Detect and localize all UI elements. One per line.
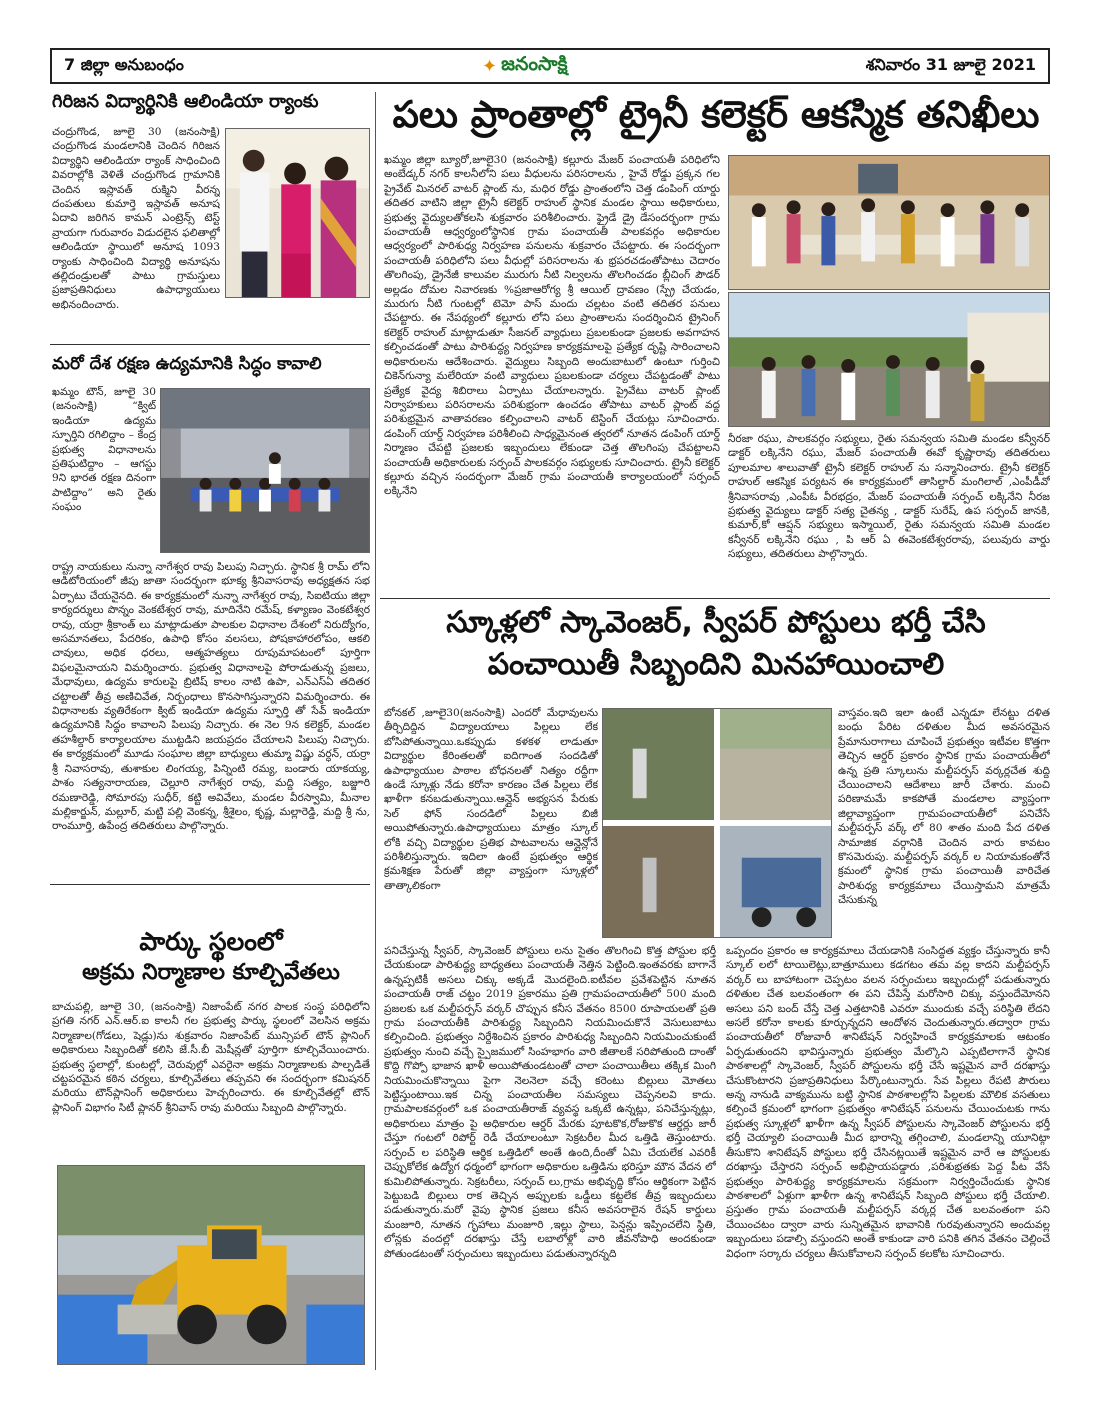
- tribal-body-text: చంద్రుగొండ, జూలై 30 (జనంసాక్షి) చంద్రుగొండ మండలానికి చెందిన గిరిజన విద్యార్థిని ఆలిండియా ర్యాంక్ సాధించింది వివరాల్లోకి వెళితే చంద్రుగొండ గ్రామానికి చెందిన ఇస్లావత్ రుక్మిని వీరన్న దంపతులు కుమార్తె ఇస్లావత్ అనూష ఏదావి జరిగిన కామన్ ఎంట్రెన్స్ టెస్ట్ వ్రాయగా గురువారం విడుదలైన ఫలితాల్లో ఆలిండియా స్థాయిలో అనూష 1093 ర్యాంకు సాధించింది విద్యార్థి అనూషను తల్లిదండ్రులతో పాటు గ్రామస్తులు ప్రజాప్రతినిధులు ఉపాధ్యాయులు అభినందించారు.: [52, 126, 220, 311]
- quit-india-body-text: రాష్ట్ర నాయకులు నున్నా నాగేశ్వర రావు పిలుపు నిచ్చారు. స్థానిక శ్రీ రామ్ లోని ఆడిటోరియంలో జీపు జాతా సందర్భంగా భూక్య శ్రీనివాసరావు అధ్యక్షతన సభ ఏర్పాటు చేయనైనది. ఈ కార్యక్రమంలో నున్నా నాగేశ్వర రావు, సిఐటియు జిల్లా కార్యదర్శులు పొన్నం వెంకటేశ్వర రావు, మాదినేని రమేష్, కళ్యాణం వెంకటేశ్వర రావు, యర్రా శ్రీకాంత్ లు మాట్లాడుతూ పాలకుల విధానాల దేశంలో నిరుద్యోగం, అసమానతలు, పేదరికం, ఉపాధి కోసం వలసలు, పోషకాహారలోపం, ఆకలి చావులు, అధిక ధరలు, ఆత్మహత్యలు రూపుమాపటంలో పూర్తిగా విఫలమైనాయని విమర్శించారు. ప్రభుత్వ విధానాలపై పోరాడుతున్న ప్రజలు, మేధావులు, ఉద్యమ కారులపై బ్రిటిష్ కాలం నాటి ఉపా, ఎన్ఎస్ఏ తదితర చట్టాలతో తీవ్ర అణిచివేత, నిర్బంధాలు కొనసాగిస్తున్నారని విమర్శించారు. ఈ విధానాలకు వ్యతిరేకంగా క్విట్ ఇండియా ఉద్యమ స్ఫూర్తి తో సేవ్ ఇండియా ఉద్యమానికి సిద్ధం కావాలని పిలుపు నిచ్చారు. ఈ నెల 9న కలెక్టర్, మండల తహశీల్దార్ కార్యాలయాల ముట్టడిని జయప్రదం చేయాలని పిలుపు నిచ్చారు. ఈ కార్యక్రమంలో మూడు సంఘాల జిల్లా బాధ్యులు తుమ్మా విష్ణు వర్ధన్, యర్రా శ్రీ నివాసరావు, తుశాకుల లింగయ్య, పిన్నింటి రమ్య, బండారు యాకయ్య, పాశం సత్యనారాయణ, చెల్లూరి నాగేశ్వర రావు, మద్ది సత్యం, బజ్జూరి రమణారెడ్డి, సోమారపు సుధీర్, కట్టి అవివేలు, మండల వీరస్వామి, మీనాల మల్లికార్జున్, మల్లూర్, మట్టి పల్లి వెంకన్న, శ్రీశైలం, కృష్ణ, మల్లారెడ్డి, మద్ది శ్రీ ను, రాంమూర్తి, ఉపేంద్ర తదితరులు పాల్గొన్నారు.: [52, 561, 370, 833]
- scavenger-headline-line1: స్కూళ్లలో స్కావెంజర్, స్వీపర్ పోస్టులు భర్తీ చేసి: [446, 605, 986, 640]
- section-divider: [380, 598, 1050, 599]
- scavenger-body-a: [384, 706, 598, 942]
- section-divider: [50, 884, 370, 885]
- quit-india-headline: మరో దేశ రక్షణ ఉద్యమానికి సిద్ధం కావాలి: [52, 354, 322, 374]
- collector-felicitation-photo: [728, 155, 1050, 290]
- page-section-label: 7 జిల్లా అనుబంధం: [64, 54, 184, 74]
- scavenger-body-b: [384, 944, 716, 1374]
- quit-india-meeting-photo: [160, 388, 370, 553]
- school-cleaning-photo: [602, 708, 832, 938]
- scavenger-body-a-text: బోనకల్ ,జూలై30(జనంసాక్షి) ఎందరో మేధావులను తీర్చిదిద్దిన విద్యాలయాలు పిల్లలు లేక బోసిపోతున్నాయి.ఒకప్పుడు కళకళ లాడుతూ విద్యార్థుల కేరింతలతో ఐదిగాంత సందడితో ఉపాధ్యాయుల పాఠాల బోధనలతో నిత్యం రద్దీగా ఉండే స్కూళ్లు నేడు కరోనా కారణం చేత పిల్లలు లేక ఖాళీగా కనబడుతున్నాయి.ఆన్లైన్ అభ్యసన పేరుకు సెల్ ఫోన్ సందడిలో పిల్లలు బిజీ అయిపోతున్నారు.ఉపాధ్యాయులు మాత్రం స్కూల్ లోకి వచ్చి విద్యార్థుల ప్రతిభ పాటవాలను ఆన్లైన్లోనే పరిశీలిస్తున్నారు. ఇదిలా ఉంటే ప్రభుత్వం ఆర్థిక క్రమశిక్షణ పేరుతో జిల్లా వ్యాప్తంగా స్కూళ్లలో తాత్కాలికంగా: [384, 707, 598, 892]
- quit-india-body-top: [52, 385, 156, 559]
- collector-inspection-photo: [728, 292, 1050, 427]
- trainee-collector-body-text: ఖమ్మం జిల్లా బ్యూరో,జూలై30 (జనంసాక్షి) కల్లూరు మేజర్ పంచాయతీ పరిధిలోని అంబేడ్కర్ నగర్ కాలనీలోని పలు వీధులను పరిసరాలను , హైవే రోడ్డు ప్రక్కన గల ప్రైవేట్ మినరల్ వాటర్ ప్లాంట్ ను, మధిర రోడ్డు ప్రాంతంలోని చెత్త డంపింగ్ యార్డు తదితర వాటిని జిల్లా ట్రైనీ కలెక్టర్ రాహుల్ స్థానిక మండల స్థాయి అధికారులు, ప్రభుత్వ వైద్యులతోకలసి శుక్రవారం పరిశీలించారు. ఫ్రైడే డ్రై డేసందర్భంగా గ్రామ పంచాయతీ ఆధ్వర్యంలోస్థానిక గ్రామ పంచాయతీ పాలకవర్గం అధికారుల ఆధ్వర్యంలో పారిశుధ్య నిర్వహణ పనులను శుక్రవారం చేపట్టారు. ఈ సందర్భంగా పంచాయతీ పరిధిలోని పలు వీధుల్లో పరిసరాలను శు భ్రపరచడంతోపాటు చెదారం తొలగింపు, డ్రైనేజీ కాలువల మురుగు నీటి నిల్వలను తొలగించడం బ్లీచింగ్ పౌడర్ అల్లడం దోమల నివారణకు %ప్రజాఆరోగ్య శ్రీ ఆయిల్ ద్రావణం (స్ప్రే చేయడం, మురుగు నీటి గుంటల్లో టెమో పాస్ మందు చల్లటం వంటి తదితర పనులు చేపట్టారు. ఈ నేపథ్యంలో కల్లూరు లోని పలు ప్రాంతాలను సందర్శించిన ట్రైనింగ్ కలెక్టర్ రాహుల్ మాట్లాడుతూ సీజనల్ వ్యాధులు ప్రబలకుండా ప్రజలకు అవగాహన కల్పించడంతో పాటు పారిశుద్ధ్య నిర్వహణ కార్యక్రమాలపై ప్రత్యేక దృష్టి సారించాలని అధికారులను ఆదేశించారు. వైద్యులు సిబ్బంది అందుబాటులో ఉంటూ గుర్తించి చికెన్‌గున్యా మలేరియా వంటి వ్యాధులు ప్రబలకుండా చర్యలు చేపట్టడంతో పాటు ప్రత్యేక వైద్య శిబిరాలు ఏర్పాటు చేయాలన్నారు. ప్రైవేటు వాటర్ ప్లాంట్ నిర్వాహకులు పరిసరాలను పరిశుభ్రంగా ఉంచడం తోపాటు వాటర్ ప్లాంట్ వద్ద పరిశుభ్రమైన వాతావరణం కల్పించాలని వాటర్ టెస్టింగ్ చేయట్లు సూచించారు. డంపింగ్ యార్డ్ నిర్వహణ పరిశీలించి సాధ్యమైనంత త్వరలో నూతన డంపింగ్ యార్డ్ నిర్మాణం చేపట్టి ప్రజలకు ఇబ్బందులు లేకుండా చెత్త తొలగింపు చేపట్టాలని పంచాయతీ అధికారులకు సర్పంచ్ పాలకవర్గం సభ్యులకు సూచించారు. ట్రైనీ కలెక్టర్ కల్లూరు వచ్చిన సందర్భంగా మేజర్ గ్రామ పంచాయతీ కార్యాలయంలో సర్పంచ్ లక్కినేని: [384, 154, 720, 498]
- quit-india-body-top-text: ఖమ్మం టౌన్, జూలై 30 (జనంసాక్షి) “క్విట్ ఇండియా ఉద్యమ స్ఫూర్తిని రగిలిద్దాం – కేంద్ర ప్రభుత్వ విధానాలను ప్రతిఘటిద్దాం – ఆగస్టు 9ని భారత రక్షణ దినంగా పాటిద్దాం” అని రైతు సంఘం: [52, 386, 156, 514]
- scavenger-body-c-text: వాస్తవం.ఇది ఇలా ఉంటే ఎన్నడూ లేనట్టు దళిత బంధు పేరిట దళితుల మీద అవసరమైన ప్రేమానురాగాలు చూపించే ప్రభుత్వం ఇటీవల కొత్తగా తెచ్చిన ఆర్డర్ ప్రకారం స్థానిక గ్రామ పంచాయతీలో ఉన్న ప్రతి స్కూలును మల్టీపర్పస్ వర్కర్లచేత శుద్ది చేయించాలని ఆదేశాలు జారీ చేశారు. మంచి పరిణామమే కాకపోతే మండలాల వ్యాప్తంగా జిల్లావ్యాప్తంగా గ్రామపంచాయతీలో పనిచేసే మల్టీపర్పస్ వర్క్ లో 80 శాతం మంది పేద దళిత సామాజిక వర్గానికి చెందిన వారు కావటం కొసమెరుపు. మల్టీపర్పస్ వర్కర్ ల నియామకంతోనే క్రమంలో స్థానిక గ్రామ పంచాయితీ వారిచేత పారిశుధ్య కార్యక్రమాలు చేయిస్తామని మాత్రమే చేసుకున్న: [838, 707, 1050, 907]
- quit-india-body: [52, 560, 370, 878]
- column-divider: [375, 92, 376, 1370]
- page-header: [50, 48, 1050, 84]
- park-headline-line2: అక్రమ నిర్మాణాల కూల్చివేతలు: [82, 960, 340, 985]
- park-headline-line1: పార్కు స్థలంలో: [139, 927, 283, 956]
- trainee-collector-body-cont-text: నీరజా రఘు, పాలకవర్గం సభ్యులు, రైతు సమన్వయ సమితి మండల కన్వీనర్ డాక్టర్ లక్కినేని రఘు, మేజర్ పంచాయతీ ఈవో కృష్ణారావు తదితరులు పూలమాల శాలువాతో ట్రైనీ కలెక్టర్ రాహుల్ ను సన్మానించారు. ట్రైనీ కలెక్టర్ రాహుల్ ఆకస్మిక పర్యటన ఈ కార్యక్రమంలో తాసిల్దార్ మంగిలాల్ ,ఎంపీడీవో శ్రీనివాసరావు ,ఎంపీఓ వీరభద్రం, మేజర్ పంచాయతీ సర్పంచ్ లక్కినేని నీరజ ప్రభుత్వ వైద్యులు డాక్టర్ సత్య చైతన్య , డాక్టర్ సురేష్, ఉప సర్పంచ్ జానకి, కుమార్,కో ఆప్షన్ సభ్యులు ఇస్మాయిల్, రైతు సమన్వయ సమితి మండల కన్వీనర్ లక్కినేని రఘు , పి ఆర్ ఏ ఈవెంకటేశ్వరరావు, పలువురు వార్డు సభ్యులు, తదితరులు పాల్గొన్నారు.: [728, 433, 1050, 561]
- tribal-body: [52, 125, 220, 337]
- trainee-collector-body-cont: [728, 432, 1050, 590]
- scavenger-body-d-text: ఒప్పందం ప్రకారం ఆ కార్యక్రమాలు చేయడానికి సంసిద్ధత వ్యక్తం చేస్తున్నారు కానీ స్కూల్ లలో టాయిలెట్లు,బాత్రూములు కడగటం తమ వల్ల కాదని మల్టీపర్పస్ వర్కర్ లు బాహాటంగా చెప్పటం వలన సర్పంచులు ఇబ్బందుల్లో పడుతున్నారు దళితుల చేత బలవంతంగా ఈ పని చేపిస్తే మరోసారి చిక్కు వస్తుందేమోనని అసలు పని బంద్ చేస్తే చెత్త ఎత్తటానికి ఎవరూ ముందుకు వచ్చే పరిస్థితి లేదని అసలే కరోనా కాలకు కూర్చున్నదని ఆందోళన చెందుతున్నారు.తద్వారా గ్రామ పంచాయతీలో రోజువారీ శానిటేషన్ నిర్వహించే కార్యక్రమాలకు ఆటంకం ఏర్పడుతుందని భావిస్తున్నారు ప్రభుత్వం మేల్కొని ఎప్పటిలాగానే స్థానిక పాఠశాలల్లో స్కావెంజర్, స్వీపర్ పోస్టులను భర్తీ చేసే ఇష్టమైన వారే దరఖాస్తు చేసుకొంటారని ప్రజాప్రతినిధులు పేర్కొంటున్నారు. సేవ పిల్లలు రేపటి పౌరులు అన్న నానుడి వాక్యమును బట్టి స్థానిక పాఠశాలల్లోని పిల్లలకు మౌలిక వసతులు కల్పించే క్రమంలో భాగంగా ప్రభుత్వం శానిటేషన్ పనులను చేయించుటకు గాను ప్రభుత్వ స్కూళ్లలో ఖాళీగా ఉన్న స్వీపర్ పోస్టులను స్కావెంజర్ పోస్టులను భర్తీ భర్తీ చెయ్యాలి పంచాయితీ మీద భారాన్ని తగ్గించాలి, మండలాన్ని యూనిట్గా తీసుకొని శానిటేషన్ పోస్టులు భర్తీ చేసినట్లయితే ఇష్టమైన వారే ఆ పోస్టులకు దరఖాస్తు చేస్తారని సర్పంచ్ అభిప్రాయపడ్డారు ,పరిశుభ్రతకు పెద్ద పీట వేసే ప్రభుత్వం పారిశుద్ధ్య కార్యక్రమాలను సక్రమంగా నిర్వర్తించేందుకు స్థానిక పాఠశాలలో ఏళ్లుగా ఖాళీగా ఉన్న శానిటేషన్ సిబ్బంది పోస్టులు భర్తీ చేయాలి. ప్రస్తుతం గ్రామ పంచాయతీ మల్టీపర్పస్ వర్కర్ల చేత బలవంతంగా పని చేయించటం ద్వారా వారు సున్నితమైన భావానికి గురవుతున్నారని అందువల్ల ఇబ్బందులు పడాల్సి వస్తుందని అంతే కాకుండా వారి పనికి తగిన వేతనం చెల్లించే విధంగా సర్కారు చర్యలు తీసుకోవాలని సర్పంచ్ కలకోట సూచించారు.: [726, 945, 1050, 1260]
- scavenger-body-c: [838, 706, 1050, 942]
- scavenger-body-d: [726, 944, 1050, 1374]
- scavenger-body-b-text: పనిచేస్తున్న స్వీపర్, స్కావెంజర్ పోస్టులు లను సైతం తొలగించి కొత్త పోస్టుల భర్తీ చేయకుండా పారిశుద్ధ్య బాధ్యతలు పంచాయతీ నెత్తిన పెట్టింది.ఇంతవరకు బాగానే ఉన్నప్పటికీ అసలు చిక్కు అక్కడే మొదలైంది.ఐటీవల ప్రవేశపెట్టిన నూతన పంచాయతీ రాజ్ చట్టం 2019 ప్రకారము ప్రతి గ్రామపంచాయతీలో 500 మంది ప్రజలకు ఒక మల్టీపర్పస్ వర్కర్ చొప్పున కనీస వేతనం 8500 రూపాయలతో ప్రతి గ్రామ పంచాయతీకి పారిశుద్ధ్య సిబ్బందిని నియమించుకొనే వెసులుబాటు కల్పించింది. ప్రభుత్వం నిర్దేశించిన ప్రకారం పారిశుధ్య సిబ్బందిని నియమించుకుంటే ప్రభుత్వం నుంచి వచ్చే స్పైజములో సింహభాగం వారి జీతాలకే సరిపోతుంది దాంతో కొద్ది గొప్పో భాజాన ఖాళీ అయిపోతుండటంతో చాలా పంచాయితీలు తక్కిక మింగి నియమించుకొన్నాయి పైగా నెలనెలా వచ్చే కరెంటు బిల్లులు మోతలు పెట్టిస్తుంటాయి.ఇక చిన్న పంచాయతీల సమస్యలు చెప్పనలవి కాదు. గ్రామపాలకవర్గంలో ఒక పంచాయతీరాజ్ వ్యవస్థ ఒక్కటే ఉన్నట్లు, పనిచేస్తున్నట్లు, అధికారులు మాత్రం పై అధికారుల ఆర్డర్ మేరకు పూటకొక,రోజుకొక ఆర్డర్లు జారీ చేస్తూ గంటలో రిపోర్ట్ రెడీ చేయాలంటూ సెక్రటరీల మీద ఒత్తిడి తెస్తుంటారు. సర్పంచ్ ల పరిస్థితి ఆర్థిక ఒత్తిడిలో అంతే ఉంది,దీంతో ఏమి చేయలేక ఎవరికీ చెప్పుకోలేక ఉద్యోగ ధర్మంలో భాగంగా అధికారుల ఒత్తిడిను భరిస్తూ మౌన వేదన లో కుమిలిపోతున్నారు. సెక్రటరీలు, సర్పంచ్ లు,గ్రామ అభివృద్ధి కోసం ఆర్థికంగా పెట్టిన పెట్టుబడి బిల్లులు రాక తెచ్చిన అప్పులకు ఒడ్డీలు కట్టలేక తీవ్ర ఇబ్బందులు పడుతున్నారు.మరో వైపు స్థానిక ప్రజలు కనీస అవసరాలైన రేషన్ కార్డులు మంజూరి, నూతన గృహాలు మంజూరి ,ఇల్లు స్థాలు, పెన్షన్లు ఇప్పించలేని స్థితి, లోన్లకు వందల్లో దరఖాస్తు చేస్తే లబాలోళ్లో వారి జీవనోపాధి అందకుండా పోతుండటంతో సర్పంచులు ఇబ్బందులు పడుతున్నారన్నది: [384, 945, 716, 1260]
- park-body-text: బాచుపల్లి, జూలై 30, (జనంసాక్షి) నిజాంపేట్ నగర పాలక సంస్థ పరిధిలోని ప్రగతి నగర్ ఎన్.ఆర్.ఐ కాలనీ గల ప్రభుత్వ పార్కు స్థలంలో వెలసిన అక్రమ నిర్మాణాల(గోడలు, షెడ్లు)ను శుక్రవారం నిజాంపేట్ మున్సిపల్ టౌన్ ప్లానింగ్ అధికారులు సిబ్బందితో కలిసి జే.సీ.బీ మెషీన్లతో పూర్తిగా కూల్చివేయించారు. ప్రభుత్వ స్థలాల్లో, కుంటల్లో, చెరువుల్లో ఎవరైనా అక్రమ నిర్మాణాలకు పాల్పడితే చట్టపరమైన కఠిన చర్యలు, కూల్చివేతలు తప్పవని ఈ సందర్భంగా కమిషనర్ మరియు టౌన్‌ప్లానింగ్ అధికారులు హెచ్చరించారు. ఈ కూల్చివేతల్లో టౌన్ ప్లానింగ్ విభాగం సిటీ ప్లానర్ శ్రీనివాస్ రావు మరియు సిబ్బంది పాల్గొన్నారు.: [52, 1001, 370, 1114]
- demolition-jcb-photo: [57, 1165, 365, 1365]
- star-icon: ✦: [482, 55, 498, 77]
- tribal-headline: గిరిజన విద్యార్థినికి ఆలిండియా ర్యాంకు: [52, 91, 319, 112]
- park-body: [52, 1000, 370, 1158]
- scavenger-headline-line2: పంచాయితీ సిబ్బందిని మినహాయించాలి: [487, 647, 945, 682]
- section-divider: [50, 344, 370, 345]
- masthead-title: జనంసాక్షి: [501, 52, 568, 75]
- issue-date: శనివారం 31 జూలై 2021: [865, 54, 1036, 74]
- trainee-collector-headline: పలు ప్రాంతాల్లో ట్రైనీ కలెక్టర్ ఆకస్మిక తనిఖీలు: [392, 93, 1040, 136]
- tribal-student-photo: [225, 128, 370, 298]
- masthead: [482, 53, 567, 80]
- trainee-collector-body: [384, 153, 720, 590]
